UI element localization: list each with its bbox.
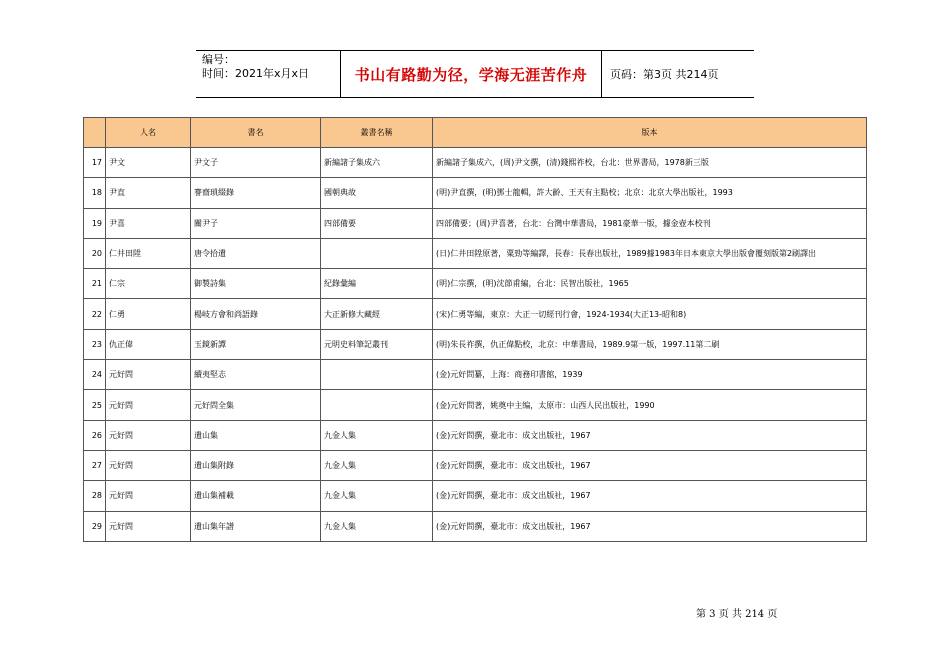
- series-name-cell: 九金人集: [321, 420, 433, 450]
- row-number: 26: [84, 420, 106, 450]
- page-footer: 第 3 页 共 214 页: [696, 609, 778, 620]
- edition-cell: (金)元好問纂，上海：商務印書館，1939: [433, 360, 867, 390]
- book-table: [83, 117, 867, 542]
- header-person-name: 人名: [106, 118, 191, 148]
- series-name-cell: [321, 390, 433, 420]
- row-number: 29: [84, 511, 106, 541]
- person-name-cell: 仇正偉: [106, 329, 191, 359]
- header-page-label: 页码：第3页 共214页: [610, 68, 719, 81]
- person-name-cell: 元好問: [106, 390, 191, 420]
- table-row: [84, 178, 867, 208]
- row-number: 20: [84, 238, 106, 268]
- series-name-cell: 國朝典故: [321, 178, 433, 208]
- header-series-name: 叢書名稱: [321, 118, 433, 148]
- edition-cell: (明)仁宗撰，(明)沈節甫編，台北：民智出版社，1965: [433, 269, 867, 299]
- table-row: [84, 148, 867, 178]
- table-row: [84, 208, 867, 238]
- header-edition: 版本: [433, 118, 867, 148]
- table-row: [84, 360, 867, 390]
- series-name-cell: 九金人集: [321, 511, 433, 541]
- edition-cell: (明)尹直撰，(明)鄧士龍輯，許大齡、王天有主點校；北京：北京大學出版社，1993: [433, 178, 867, 208]
- book-name-cell: 關尹子: [191, 208, 321, 238]
- table-body: [84, 148, 867, 542]
- person-name-cell: 元好問: [106, 450, 191, 480]
- row-number: 25: [84, 390, 106, 420]
- book-name-cell: 續夷堅志: [191, 360, 321, 390]
- table-row: [84, 238, 867, 268]
- series-name-cell: 紀錄彙編: [321, 269, 433, 299]
- series-name-cell: 元明史料筆記叢刊: [321, 329, 433, 359]
- row-number: 24: [84, 360, 106, 390]
- book-name-cell: 楊岐方會和尚語錄: [191, 299, 321, 329]
- series-name-cell: [321, 360, 433, 390]
- table-row: [84, 420, 867, 450]
- page-header: [196, 50, 754, 98]
- header-motto-cell: [340, 51, 602, 97]
- edition-cell: (日)仁井田陞原著，粟勁等編譯，長春：長春出版社，1989據1983年日本東京大學出版會覆刻版第2刷譯出: [433, 238, 867, 268]
- book-name-cell: 謇齋瑣綴錄: [191, 178, 321, 208]
- series-name-cell: 四部備要: [321, 208, 433, 238]
- person-name-cell: 仁勇: [106, 299, 191, 329]
- series-name-cell: [321, 238, 433, 268]
- row-number: 21: [84, 269, 106, 299]
- edition-cell: (宋)仁勇等編，東京：大正一切經刊行會，1924-1934(大正13-昭和8): [433, 299, 867, 329]
- book-name-cell: 元好問全集: [191, 390, 321, 420]
- edition-cell: (金)元好問撰，臺北市：成文出版社，1967: [433, 511, 867, 541]
- header-page-cell: [602, 51, 754, 97]
- table-row: [84, 299, 867, 329]
- person-name-cell: 元好問: [106, 511, 191, 541]
- edition-cell: (金)元好問撰，臺北市：成文出版社，1967: [433, 450, 867, 480]
- row-number: 19: [84, 208, 106, 238]
- table-row: [84, 329, 867, 359]
- book-name-cell: 尹文子: [191, 148, 321, 178]
- header-meta: [196, 51, 340, 97]
- person-name-cell: 仁宗: [106, 269, 191, 299]
- series-name-cell: 新編諸子集成六: [321, 148, 433, 178]
- row-number: 28: [84, 481, 106, 511]
- series-name-cell: 九金人集: [321, 450, 433, 480]
- row-number: 17: [84, 148, 106, 178]
- edition-cell: (金)元好問著，姚奠中主编，太原市：山西人民出版社，1990: [433, 390, 867, 420]
- book-name-cell: 遺山集年譜: [191, 511, 321, 541]
- book-name-cell: 遺山集: [191, 420, 321, 450]
- series-name-cell: 九金人集: [321, 481, 433, 511]
- edition-cell: (金)元好問撰，臺北市：成文出版社，1967: [433, 420, 867, 450]
- person-name-cell: 尹喜: [106, 208, 191, 238]
- row-number: 27: [84, 450, 106, 480]
- document-time-label: 时间：2021年x月x日: [202, 67, 310, 80]
- person-name-cell: 元好問: [106, 360, 191, 390]
- person-name-cell: 元好問: [106, 481, 191, 511]
- row-number: 23: [84, 329, 106, 359]
- book-name-cell: 玉鏡新譚: [191, 329, 321, 359]
- table-row: [84, 511, 867, 541]
- person-name-cell: 尹文: [106, 148, 191, 178]
- edition-cell: (金)元好問撰，臺北市：成文出版社，1967: [433, 481, 867, 511]
- header-motto: 书山有路勤为径，学海无涯苦作舟: [354, 65, 588, 84]
- table-row: [84, 450, 867, 480]
- series-name-cell: 大正新修大藏經: [321, 299, 433, 329]
- table-row: [84, 269, 867, 299]
- header-num: [84, 118, 106, 148]
- table-row: [84, 481, 867, 511]
- table-row: [84, 390, 867, 420]
- person-name-cell: 仁井田陞: [106, 238, 191, 268]
- book-name-cell: 遺山集附錄: [191, 450, 321, 480]
- edition-cell: (明)朱長祚撰，仇正偉點校，北京：中華書局，1989.9第一版，1997.11第二刷: [433, 329, 867, 359]
- table-header-row: [84, 118, 867, 148]
- person-name-cell: 元好問: [106, 420, 191, 450]
- book-name-cell: 遺山集補載: [191, 481, 321, 511]
- row-number: 18: [84, 178, 106, 208]
- book-name-cell: 御製詩集: [191, 269, 321, 299]
- person-name-cell: 尹直: [106, 178, 191, 208]
- book-name-cell: 唐令拾遺: [191, 238, 321, 268]
- row-number: 22: [84, 299, 106, 329]
- edition-cell: 新編諸子集成六，(周)尹文撰，(清)錢熙祚校，台北：世界書局，1978新三版: [433, 148, 867, 178]
- edition-cell: 四部備要；(周)尹喜著，台北：台灣中華書局，1981豪華一版，據金壺本校刊: [433, 208, 867, 238]
- document-number-label: 编号：: [202, 53, 235, 66]
- header-book-name: 書名: [191, 118, 321, 148]
